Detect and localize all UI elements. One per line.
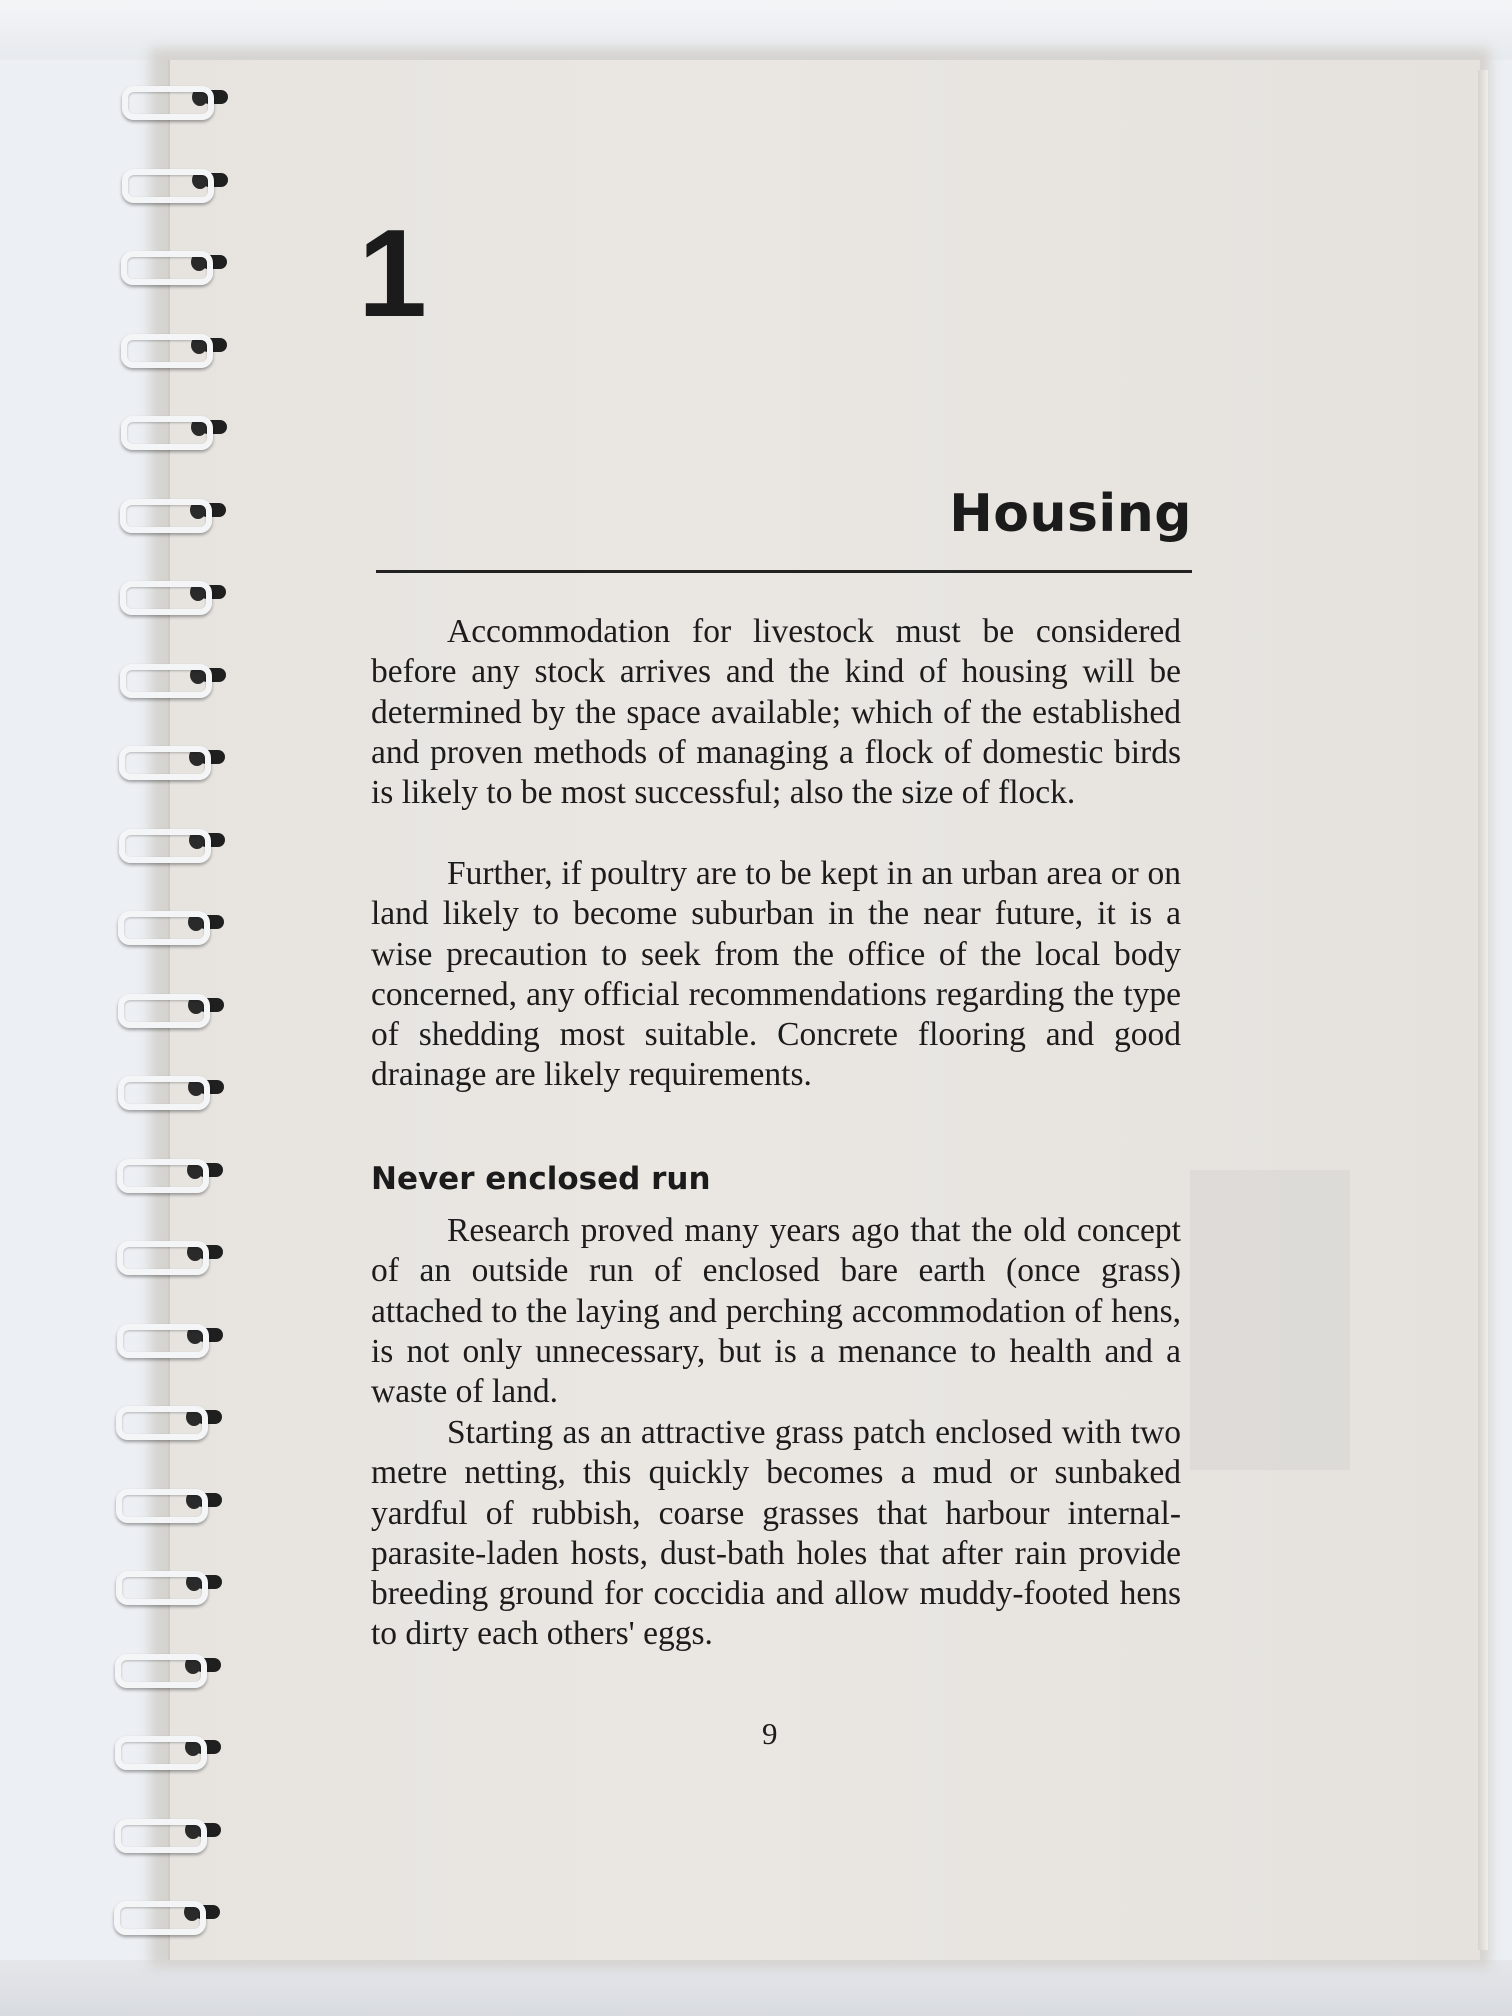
section-heading: Never enclosed run: [371, 1161, 711, 1197]
title-rule: [376, 570, 1192, 573]
binding-coil: [115, 1646, 219, 1684]
binding-coil: [117, 1233, 221, 1271]
chapter-number: 1: [358, 205, 427, 343]
binding-coil: [122, 161, 226, 199]
binding-coil: [121, 326, 225, 364]
binding-coil: [117, 1316, 221, 1354]
spiral-binding: [108, 60, 178, 1960]
binding-coil: [114, 1893, 218, 1931]
binding-coil: [115, 1811, 219, 1849]
binding-coil: [120, 573, 224, 611]
binding-coil: [121, 243, 225, 281]
intro-paragraph-1: Accommodation for livestock must be considered before any stock arrives and the kind of housing will be determined by the space available; which of the established and proven methods of managing a flock of domestic birds is likely to be most successful; also the size of flock.: [371, 613, 1181, 812]
page-edge: [1478, 70, 1488, 1950]
bleed-through-shade: [1190, 1170, 1350, 1470]
page-number: 9: [762, 1716, 778, 1751]
intro-paragraph-2: Further, if poultry are to be kept in an urban area or on land likely to become suburban in the near future, it is a wise precaution to seek from the office of the local body concerned, any official recommendations regarding the type of shedding most suitable. Concrete flooring and good drainage are likely requirements.: [371, 855, 1181, 1094]
binding-coil: [115, 1728, 219, 1766]
binding-coil: [120, 656, 224, 694]
binding-coil: [122, 78, 226, 116]
binding-coil: [121, 408, 225, 446]
binding-coil: [118, 986, 222, 1024]
binding-coil: [118, 1068, 222, 1106]
section-paragraph-1: Research proved many years ago that the old concept of an outside run of enclosed bare earth (once grass) attached to the laying and perching accommodation of hens, is not only unnecessary, but is a menance to health and a waste of land.: [371, 1212, 1181, 1411]
chapter-title: Housing: [949, 484, 1192, 544]
section-paragraph-2: Starting as an attractive grass patch enclosed with two metre netting, this quickly becomes a mud or sunbaked yardful of rubbish, coarse grasses that harbour internal-parasite-laden hosts, dust-bath holes that after rain provide breeding ground for coccidia and allow muddy-footed hens to dirty each others' eggs.: [371, 1414, 1181, 1653]
binding-coil: [116, 1563, 220, 1601]
background-bottom: [0, 1960, 1512, 2016]
binding-coil: [119, 738, 223, 776]
binding-coil: [116, 1481, 220, 1519]
binding-coil: [117, 1151, 221, 1189]
binding-coil: [119, 821, 223, 859]
binding-coil: [120, 491, 224, 529]
binding-coil: [116, 1398, 220, 1436]
binding-coil: [118, 903, 222, 941]
